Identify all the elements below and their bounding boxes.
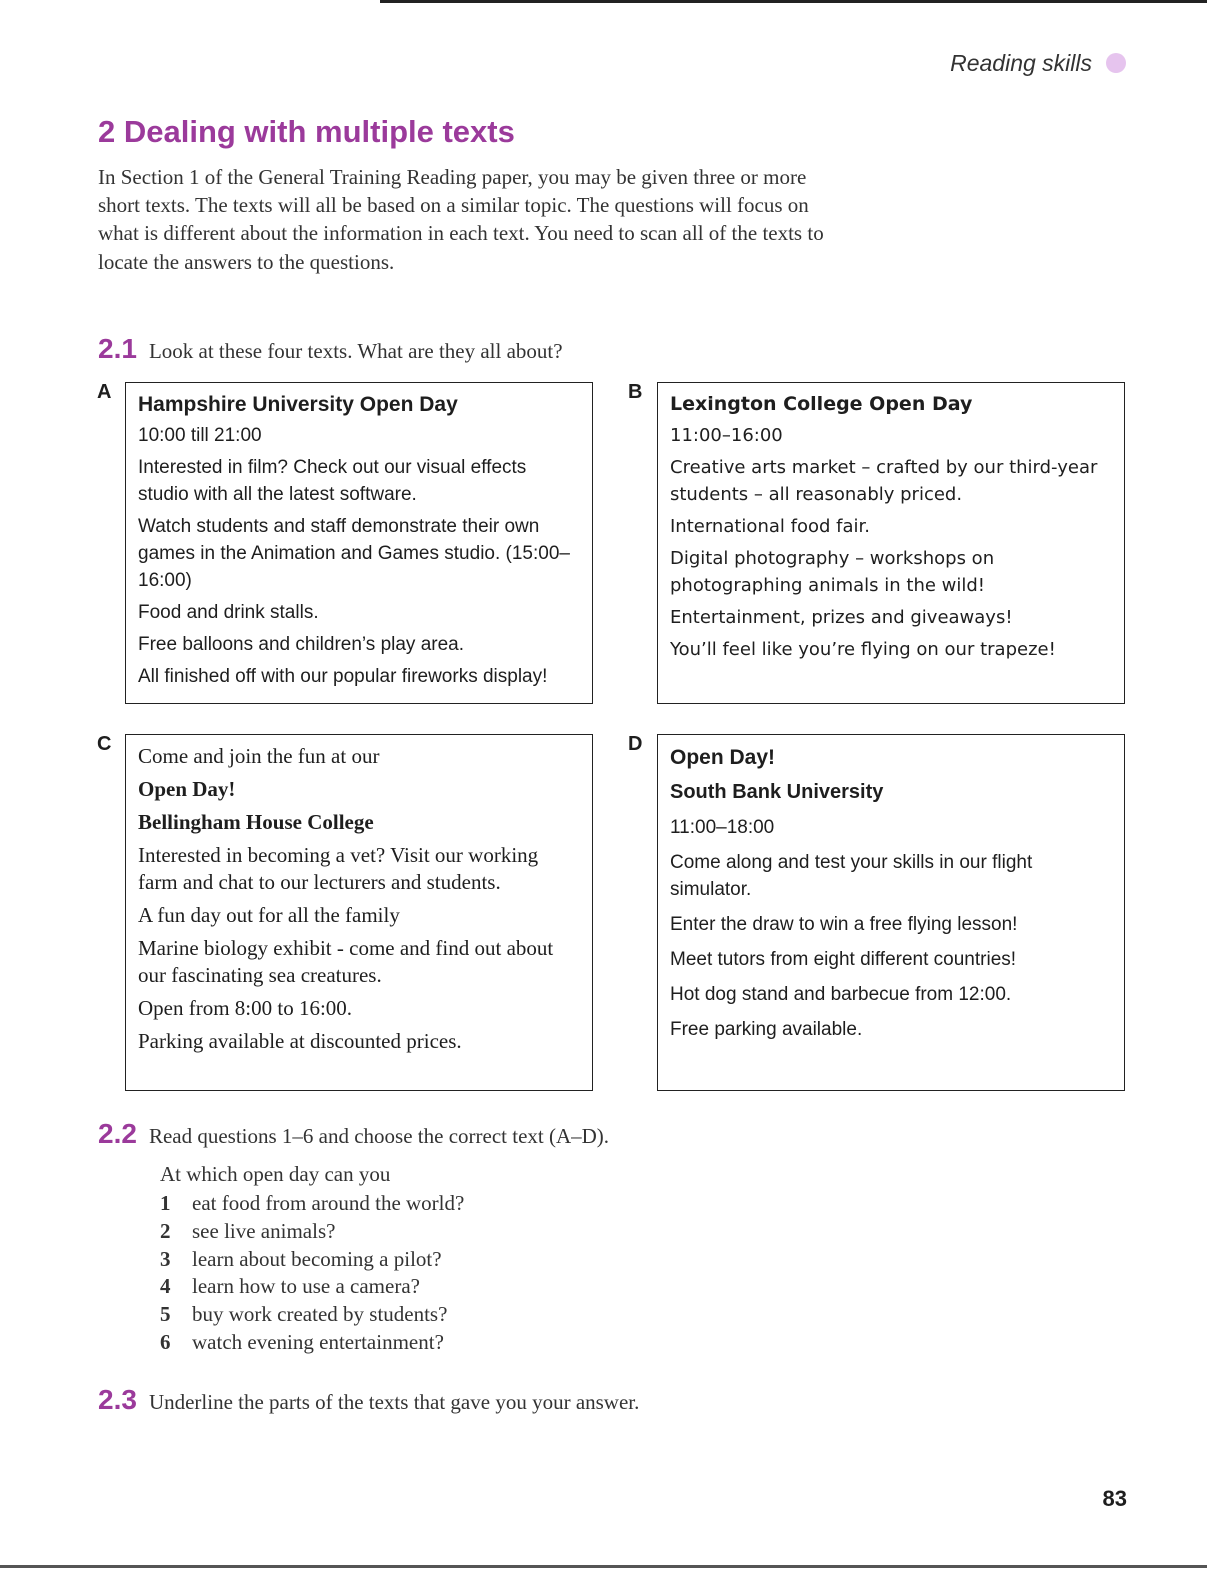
question-number: 5 (160, 1302, 171, 1327)
question-text: watch evening entertainment? (192, 1329, 444, 1354)
text-a-line: All finished off with our popular fireworks display! (138, 666, 548, 687)
text-c-heading: Open Day! (138, 777, 236, 801)
text-a-line: Interested in film? Check out our visual effects studio with all the latest software. (138, 457, 527, 505)
text-d-line: Enter the draw to win a free flying lesson! (670, 914, 1018, 935)
question-item (160, 1246, 464, 1274)
text-b-line: 11:00–16:00 (670, 425, 783, 446)
question-list (160, 1190, 464, 1357)
text-c-line: Marine biology exhibit - come and find out about our fascinating sea creatures. (138, 936, 554, 987)
question-item (160, 1329, 464, 1357)
text-c-college: Bellingham House College (138, 810, 374, 834)
text-d-line: Come along and test your skills in our flight simulator. (670, 852, 1033, 900)
bottom-rule (0, 1565, 1207, 1568)
exercise-number: 2.3 (98, 1384, 137, 1415)
page-number: 83 (1102, 1486, 1127, 1511)
text-box-a (125, 382, 593, 704)
question-number: 2 (160, 1218, 171, 1243)
text-d-line: Free parking available. (670, 1019, 863, 1040)
text-c-line: Open from 8:00 to 16:00. (138, 996, 353, 1020)
text-a-line: Watch students and staff demonstrate their own games in the Animation and Games studio. (15:00–16:00) (138, 516, 570, 591)
text-d-letter: D (628, 733, 643, 755)
intro-paragraph: In Section 1 of the General Training Reading paper, you may be given three or more short texts. The texts will all be based on a similar topic. The questions will focus on what is different about the information in each text. You need to scan all of the texts to locate the answers to the questions. (98, 165, 824, 274)
section-title: 2 Dealing with multiple texts (98, 114, 515, 149)
text-a-line: Free balloons and children’s play area. (138, 634, 465, 655)
text-a-line: Food and drink stalls. (138, 602, 319, 623)
text-a-line: 10:00 till 21:00 (138, 425, 262, 446)
text-c-letter: C (97, 733, 112, 755)
question-lead: At which open day can you (160, 1162, 391, 1186)
text-box-c (125, 734, 593, 1091)
text-c-line: Parking available at discounted prices. (138, 1029, 462, 1053)
text-c-line: Come and join the fun at our (138, 744, 380, 768)
text-b-line: International food fair. (670, 516, 870, 537)
text-box-d (657, 734, 1125, 1091)
text-b-letter: B (628, 381, 643, 403)
text-c-line: A fun day out for all the family (138, 903, 400, 927)
question-number: 1 (160, 1191, 171, 1215)
text-b-heading: Lexington College Open Day (670, 393, 973, 415)
exercise-instruction: Read questions 1–6 and choose the correct text (A–D). (148, 1124, 610, 1148)
question-item (160, 1301, 464, 1329)
question-item (160, 1190, 464, 1218)
question-text: learn about becoming a pilot? (192, 1246, 442, 1271)
exercise-2-3 (98, 1384, 639, 1416)
question-number: 6 (160, 1329, 171, 1354)
top-rule (380, 0, 1207, 3)
exercise-number: 2.2 (98, 1118, 137, 1149)
text-d-heading: Open Day! (670, 746, 776, 769)
text-box-b (657, 382, 1125, 704)
exercise-2-2 (98, 1118, 609, 1150)
question-text: see live animals? (192, 1218, 336, 1243)
exercise-2-1 (98, 333, 563, 365)
section-dot-icon (1106, 53, 1126, 73)
text-b-line: Entertainment, prizes and giveaways! (670, 607, 1013, 628)
text-b-line: You’ll feel like you’re flying on our trapeze! (670, 639, 1056, 660)
text-d-line: Meet tutors from eight different countries! (670, 949, 1017, 970)
text-b-line: Creative arts market – crafted by our third-year students – all reasonably priced. (670, 457, 1098, 505)
question-number: 3 (160, 1246, 171, 1271)
text-a-heading: Hampshire University Open Day (138, 393, 458, 416)
exercise-instruction: Underline the parts of the texts that gave you your answer. (148, 1390, 640, 1414)
question-text: eat food from around the world? (192, 1191, 465, 1215)
text-b-line: Digital photography – workshops on photographing animals in the wild! (670, 548, 995, 596)
text-a-letter: A (97, 381, 112, 403)
question-number: 4 (160, 1274, 171, 1299)
text-d-line: Hot dog stand and barbecue from 12:00. (670, 984, 1012, 1005)
question-text: buy work created by students? (192, 1302, 448, 1327)
question-item (160, 1273, 464, 1301)
text-d-university: South Bank University (670, 781, 884, 803)
question-item (160, 1218, 464, 1246)
question-text: learn how to use a camera? (192, 1274, 420, 1299)
running-head: Reading skills (950, 50, 1092, 76)
exercise-number: 2.1 (98, 333, 137, 364)
text-d-line: 11:00–18:00 (670, 817, 775, 838)
text-c-line: Interested in becoming a vet? Visit our working farm and chat to our lecturers and students. (138, 843, 539, 894)
exercise-instruction: Look at these four texts. What are they all about? (148, 339, 563, 363)
